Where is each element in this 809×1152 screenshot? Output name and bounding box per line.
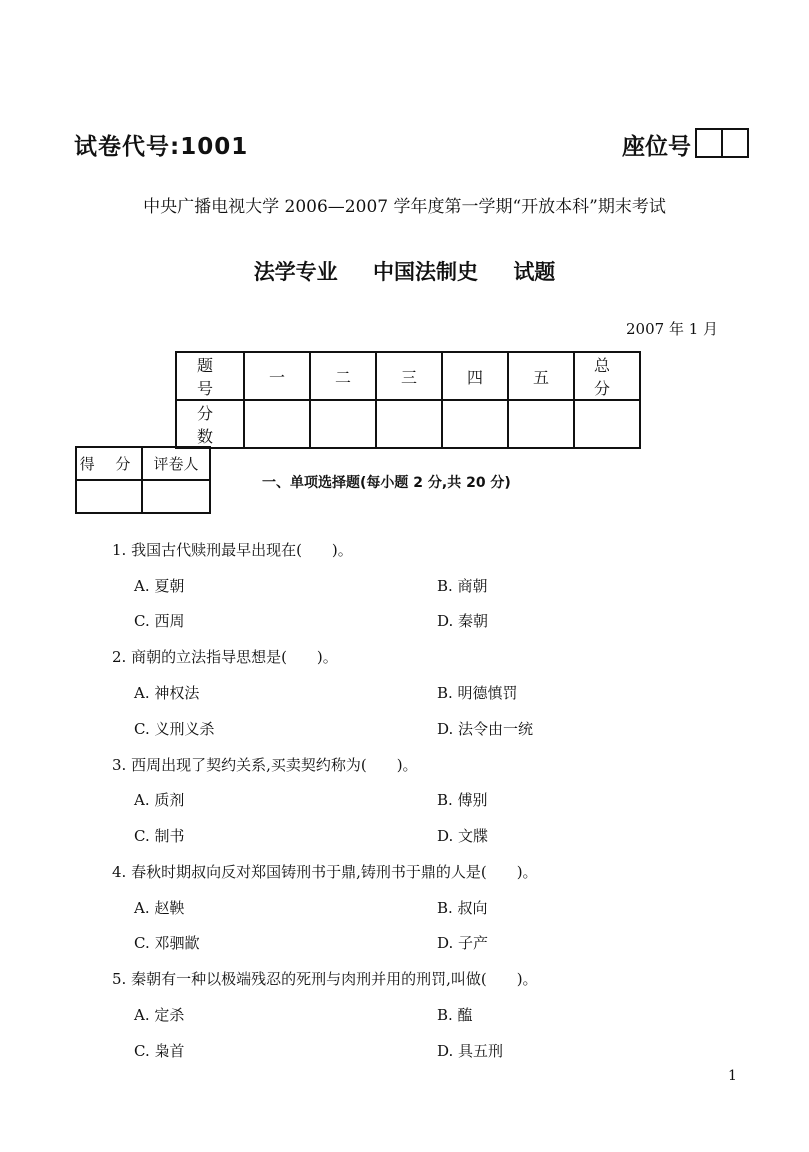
option-b: B. 叔向 <box>437 899 488 917</box>
score-col-2: 二 <box>310 352 376 400</box>
score-table-score-row <box>176 400 640 448</box>
score-cell <box>442 400 508 448</box>
score-cell <box>376 400 442 448</box>
exam-date: 2007 年 1 月 <box>626 320 719 338</box>
option-a: A. 定杀 <box>134 1006 185 1024</box>
score-label: 分 数 <box>176 400 244 448</box>
exam-title: 中央广播电视大学 2006—2007 学年度第一学期“开放本科”期末考试 <box>143 197 666 217</box>
option-a: A. 赵鞅 <box>134 899 185 917</box>
option-a: A. 夏朝 <box>134 577 185 595</box>
obtained-score-label: 得 分 <box>76 447 142 480</box>
option-d: D. 具五刑 <box>437 1042 504 1060</box>
option-b: B. 傅别 <box>437 791 488 809</box>
total-score-label: 总 分 <box>574 352 640 400</box>
option-c: C. 义刑义杀 <box>134 720 215 738</box>
total-score-cell <box>574 400 640 448</box>
option-d: D. 子产 <box>437 934 489 952</box>
score-col-4: 四 <box>442 352 508 400</box>
score-cell <box>310 400 376 448</box>
paper-code: 试卷代号:1001 <box>74 134 249 160</box>
subject-title <box>0 256 809 286</box>
option-d: D. 秦朝 <box>437 612 489 630</box>
question-stem: 3. 西周出现了契约关系,买卖契约称为( )。 <box>112 756 418 774</box>
question-stem: 1. 我国古代赎刑最早出现在( )。 <box>112 541 353 559</box>
course-label: 中国法制史 <box>373 260 478 284</box>
score-cell <box>508 400 574 448</box>
question-number-label: 题 号 <box>176 352 244 400</box>
option-d: D. 法令由一统 <box>437 720 534 738</box>
seat-box <box>721 128 749 158</box>
option-c: C. 枭首 <box>134 1042 185 1060</box>
seat-number-boxes <box>697 128 749 158</box>
seat-number-label: 座位号 <box>622 134 691 160</box>
grader-table-header-row <box>76 447 210 480</box>
option-c: C. 邓驷歂 <box>134 934 200 952</box>
grader-label: 评卷人 <box>142 447 210 480</box>
question-stem: 2. 商朝的立法指导思想是( )。 <box>112 648 338 666</box>
score-cell <box>244 400 310 448</box>
seat-box <box>695 128 723 158</box>
question-stem: 5. 秦朝有一种以极端残忍的死刑与肉刑并用的刑罚,叫做( )。 <box>112 970 538 988</box>
grader-cell <box>142 480 210 513</box>
option-c: C. 制书 <box>134 827 185 845</box>
option-d: D. 文牒 <box>437 827 489 845</box>
score-col-1: 一 <box>244 352 310 400</box>
score-table <box>175 351 641 449</box>
score-col-3: 三 <box>376 352 442 400</box>
score-col-5: 五 <box>508 352 574 400</box>
question-stem: 4. 春秋时期叔向反对郑国铸刑书于鼎,铸刑书于鼎的人是( )。 <box>112 863 538 881</box>
option-b: B. 商朝 <box>437 577 488 595</box>
grader-table-body-row <box>76 480 210 513</box>
option-c: C. 西周 <box>134 612 185 630</box>
major-label: 法学专业 <box>253 260 338 284</box>
option-b: B. 醢 <box>437 1006 473 1024</box>
option-a: A. 神权法 <box>134 684 200 702</box>
section-title: 一、单项选择题(每小题 2 分,共 20 分) <box>262 475 511 491</box>
page-number: 1 <box>728 1068 737 1084</box>
grader-table <box>75 446 211 514</box>
paper-kind-label: 试题 <box>513 260 556 284</box>
score-table-header-row <box>176 352 640 400</box>
obtained-score-cell <box>76 480 142 513</box>
option-a: A. 质剂 <box>134 791 185 809</box>
option-b: B. 明德慎罚 <box>437 684 518 702</box>
